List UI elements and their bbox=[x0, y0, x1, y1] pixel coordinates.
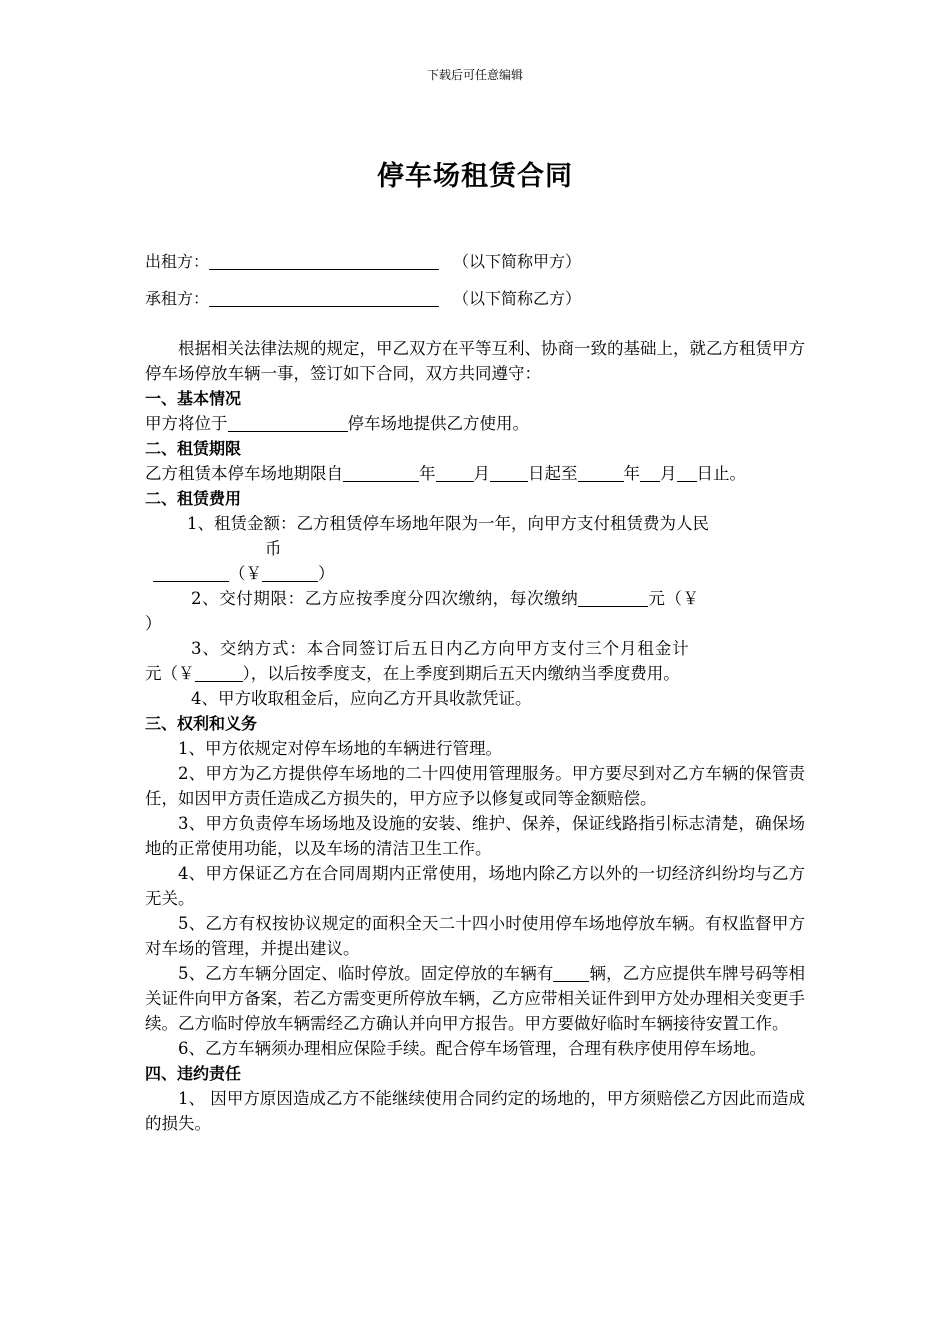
section-heading-basic: 一、基本情况 bbox=[145, 389, 242, 408]
section-heading-liability: 四、违约责任 bbox=[145, 1064, 242, 1083]
rights-item-4: 4、甲方保证乙方在合同周期内正常使用，场地内除乙方以外的一切经济纠纷均与乙方无关。 bbox=[145, 864, 805, 908]
fee-item-2: 2、交付期限：乙方应按季度分四次缴纳，每次缴纳 元（￥ bbox=[191, 589, 700, 608]
fee-item-3-cont: 元（￥ ），以后按季度支，在上季度到期后五天内缴纳当季度费用。 bbox=[145, 664, 680, 683]
fee-item-4: 4、甲方收取租金后，应向乙方开具收款凭证。 bbox=[191, 689, 532, 708]
end-day-blank[interactable] bbox=[677, 463, 697, 482]
lessor-blank[interactable] bbox=[209, 251, 439, 270]
term-line: 乙方租赁本停车场地期限自 年 月 日起至 年 月 日止。 bbox=[145, 464, 746, 483]
lessee-label: 承租方： bbox=[145, 289, 210, 308]
rent-amount-blank[interactable] bbox=[153, 563, 229, 582]
rights-item-2: 2、甲方为乙方提供停车场地的二十四使用管理服务。甲方要尽到对乙方车辆的保管责任，如因甲方责任造成乙方损失的，甲方应予以修复或同等金额赔偿。 bbox=[145, 764, 805, 808]
start-day-blank[interactable] bbox=[490, 463, 528, 482]
section-heading-term: 二、租赁期限 bbox=[145, 439, 242, 458]
rent-amount-figure-blank[interactable] bbox=[262, 563, 318, 582]
rights-item-1: 1、甲方依规定对停车场地的车辆进行管理。 bbox=[178, 739, 502, 758]
start-month-blank[interactable] bbox=[436, 463, 474, 482]
fee-item-3: 3、交纳方式：本合同签订后五日内乙方向甲方支付三个月租金计 bbox=[191, 639, 690, 658]
rights-item-5: 5、乙方有权按协议规定的面积全天二十四小时使用停车场地停放车辆。有权监督甲方对车场的管理，并提出建议。 bbox=[145, 914, 805, 958]
header-note: 下载后可任意编辑 bbox=[426, 68, 523, 82]
vehicle-count-blank[interactable] bbox=[553, 963, 589, 982]
document-title: 停车场租赁合同 bbox=[377, 161, 573, 192]
rights-item-7: 6、乙方车辆须办理相应保险手续。配合停车场管理，合理有秩序使用停车场地。 bbox=[178, 1039, 766, 1058]
contract-body bbox=[145, 336, 805, 1136]
end-month-blank[interactable] bbox=[640, 463, 660, 482]
rights-item-3: 3、甲方负责停车场场地及设施的安装、维护、保养，保证线路指引标志清楚，确保场地的正常使用功能，以及车场的清洁卫生工作。 bbox=[145, 814, 805, 858]
lessee-note: （以下简称乙方） bbox=[453, 289, 582, 308]
section-heading-rights: 三、权利和义务 bbox=[145, 714, 258, 733]
basic-info-line: 甲方将位于 停车场地提供乙方使用。 bbox=[145, 414, 529, 433]
section-heading-fees: 二、租赁费用 bbox=[145, 489, 242, 508]
fee-item-1-currency: 币 bbox=[265, 539, 282, 558]
intro-paragraph: 根据相关法律法规的规定，甲乙双方在平等互利、协商一致的基础上，就乙方租赁甲方停车场停放车辆一事，签订如下合同，双方共同遵守： bbox=[145, 339, 805, 383]
fee-item-2-close: ） bbox=[145, 614, 162, 633]
liability-item-1: 1、 因甲方原因造成乙方不能继续使用合同约定的场地的，甲方须赔偿乙方因此而造成的损失。 bbox=[145, 1089, 805, 1133]
fee-item-1: 1、租赁金额：乙方租赁停车场地年限为一年，向甲方支付租赁费为人民 bbox=[187, 514, 709, 533]
lessor-note: （以下简称甲方） bbox=[453, 252, 582, 271]
location-blank[interactable] bbox=[228, 413, 348, 432]
end-year-blank[interactable] bbox=[578, 463, 624, 482]
start-year-blank[interactable] bbox=[343, 463, 419, 482]
lessee-row bbox=[145, 286, 581, 312]
lessor-label: 出租方： bbox=[145, 252, 210, 271]
deposit-amount-blank[interactable] bbox=[195, 663, 243, 682]
quarterly-payment-blank[interactable] bbox=[578, 588, 648, 607]
lessee-blank[interactable] bbox=[209, 288, 439, 307]
fee-item-1-amount-line: （￥ ） bbox=[145, 561, 805, 586]
rights-item-6: 5、乙方车辆分固定、临时停放。固定停放的车辆有 辆，乙方应提供车牌号码等相关证件向甲方备案，若乙方需变更所停放车辆，乙方应带相关证件到甲方处办理相关变更手续。乙方临时停放车辆需经乙方确认并向甲方报告。甲方要做好临时车辆接待安置工作。 bbox=[145, 964, 806, 1033]
lessor-row bbox=[145, 249, 581, 275]
